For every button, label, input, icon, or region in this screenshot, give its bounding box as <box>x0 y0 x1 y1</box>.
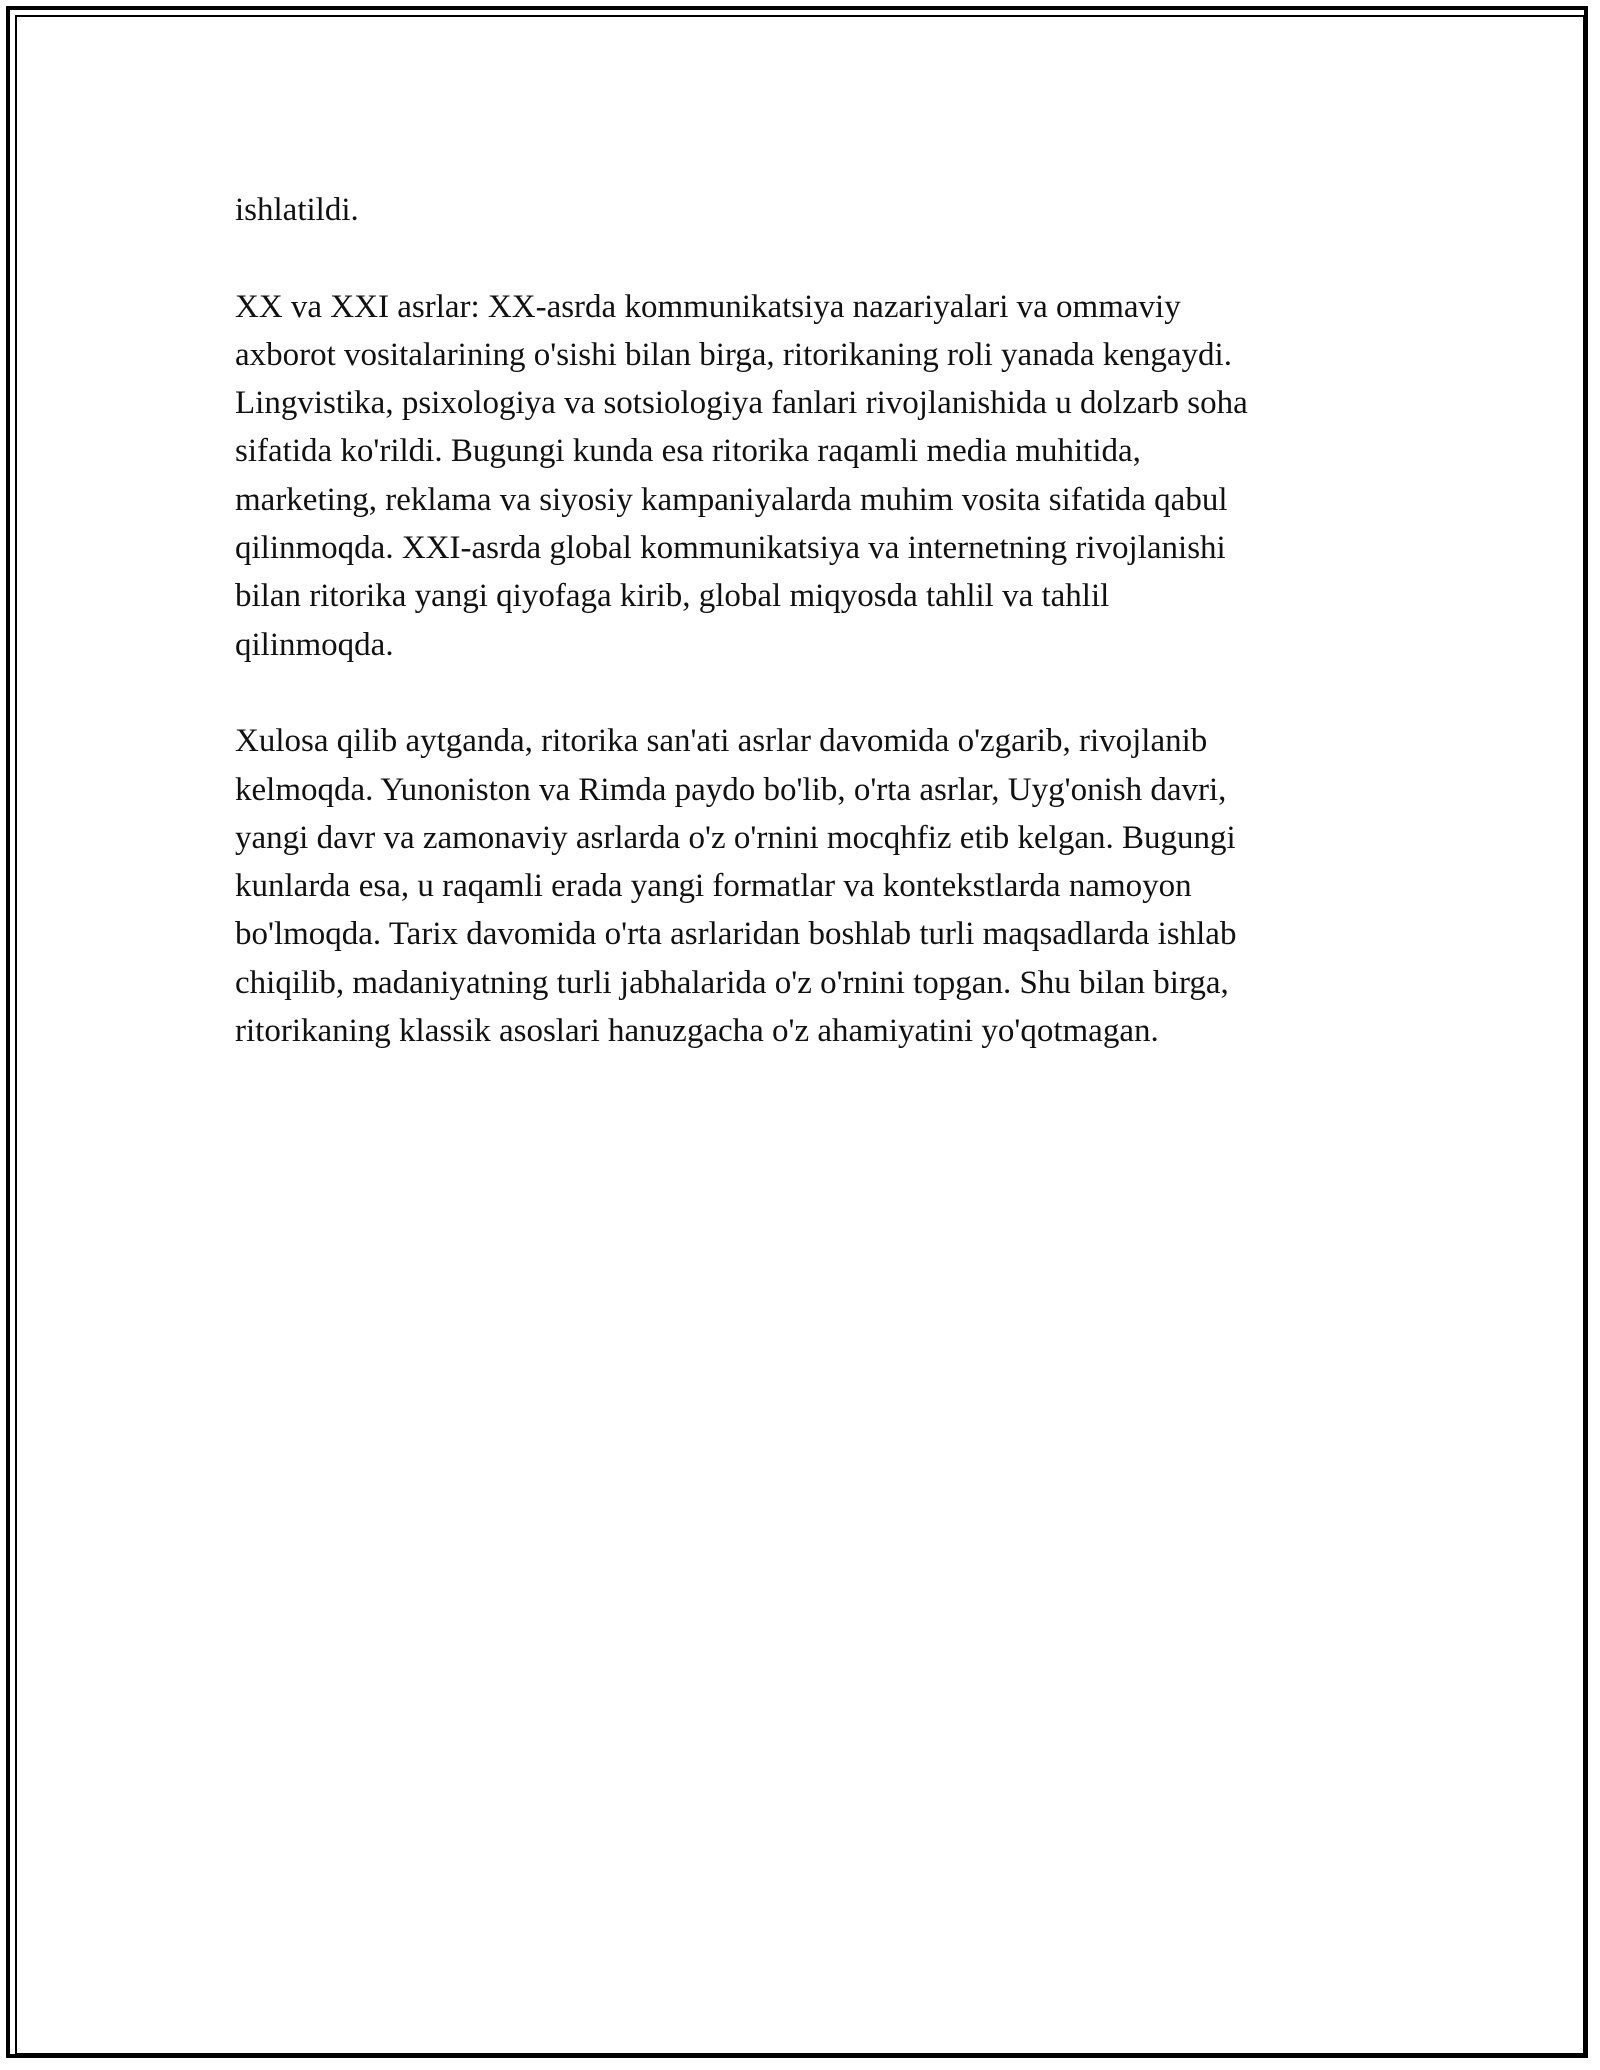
text-line: axborot vositalarining o'sishi bilan birga, ritorikaning roli yanada kengaydi. <box>235 336 1232 373</box>
text-line: marketing, reklama va siyosiy kampaniyalarda muhim vosita sifatida qabul <box>235 481 1228 518</box>
text-line: kelmoqda. Yunoniston va Rimda paydo bo'lib, o'rta asrlar, Uyg'onish davri, <box>235 771 1227 808</box>
text-line: sifatida ko'rildi. Bugungi kunda esa ritorika raqamli media muhitida, <box>235 433 1141 470</box>
text-line: bo'lmoqda. Tarix davomida o'rta asrlaridan boshlab turli maqsadlarda ishlab <box>235 916 1237 953</box>
text-line: kunlarda esa, u raqamli erada yangi formatlar va kontekstlarda namoyon <box>235 868 1192 905</box>
text-line: qilinmoqda. <box>235 626 394 663</box>
text-line: bilan ritorika yangi qiyofaga kirib, global miqyosda tahlil va tahlil <box>235 578 1110 615</box>
text-line: qilinmoqda. XXI-asrda global kommunikatsiya va internetning rivojlanishi <box>235 530 1226 567</box>
text-line: chiqilib, madaniyatning turli jabhalarida o'z o'rnini topgan. Shu bilan birga, <box>235 964 1229 1001</box>
text-line: Lingvistika, psixologiya va sotsiologiya fanlari rivojlanishida u dolzarb soha <box>235 385 1248 422</box>
document-body <box>235 186 1365 1055</box>
text-line: XX va XXI asrlar: XX-asrda kommunikatsiya nazariyalari va ommaviy <box>235 288 1181 325</box>
paragraph-conclusion <box>235 717 1365 1055</box>
paragraph-continuation <box>235 186 1365 234</box>
text-line: Xulosa qilib aytganda, ritorika san'ati asrlar davomida o'zgarib, rivojlanib <box>235 723 1208 760</box>
text-line: ritorikaning klassik asoslari hanuzgacha o'z ahamiyatini yo'qotmagan. <box>235 1013 1159 1050</box>
text-line: ishlatildi. <box>235 192 359 228</box>
paragraph-xx-xxi-centuries <box>235 283 1365 669</box>
text-line: yangi davr va zamonaviy asrlarda o'z o'rnini mocqhfiz etib kelgan. Bugungi <box>235 819 1236 856</box>
